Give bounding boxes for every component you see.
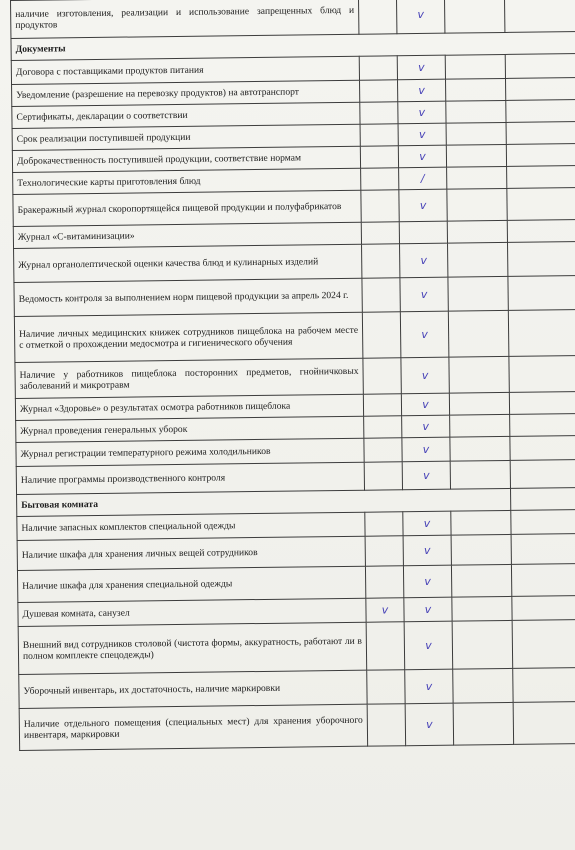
empty-cell xyxy=(511,563,575,596)
row-label: Журнал «Здоровье» о результатах осмотра работников пищеблока xyxy=(15,394,363,420)
row-label: Журнал проведения генеральных уборок xyxy=(16,416,364,442)
row-label: Наличие запасных комплектов специальной одежды xyxy=(17,512,365,540)
check-mark: v xyxy=(397,55,445,80)
empty-cell xyxy=(513,701,575,744)
empty-cell xyxy=(510,435,575,460)
empty-cell xyxy=(448,242,508,277)
row-label: наличие изготовления, реализации и использование запрещенных блюд и продуктов xyxy=(11,0,359,38)
row-label: Бракеражный журнал скоропортящейся пищевой продукции и полуфабрикатов xyxy=(13,190,361,226)
empty-cell xyxy=(507,165,575,188)
check-mark: v xyxy=(396,0,444,34)
empty-cell xyxy=(506,99,575,122)
check-mark xyxy=(360,146,398,168)
empty-cell xyxy=(506,121,575,144)
row-label: Ведомость контроля за выполнением норм пищевой продукции за апрель 2024 г. xyxy=(14,278,362,316)
empty-cell xyxy=(445,54,505,79)
empty-cell xyxy=(511,487,575,510)
empty-cell xyxy=(508,275,575,310)
empty-cell xyxy=(446,100,506,123)
empty-cell xyxy=(504,0,575,32)
check-mark xyxy=(364,462,402,490)
check-mark xyxy=(359,56,397,80)
empty-cell xyxy=(505,53,575,78)
empty-cell xyxy=(447,166,507,189)
empty-cell xyxy=(449,356,509,393)
check-mark: v xyxy=(398,123,446,146)
row-label: Наличие шкафа для хранения специальной одежды xyxy=(17,566,365,602)
table-row xyxy=(18,619,575,674)
empty-cell xyxy=(450,414,510,437)
empty-cell xyxy=(450,460,510,489)
row-label: Наличие личных медицинских книжек сотрудников пищеблока на рабочем месте с отметкой о прохождении медосмотра и гигиенического обучения xyxy=(14,312,363,362)
check-mark: v xyxy=(403,535,451,566)
empty-cell xyxy=(446,122,506,145)
check-mark xyxy=(363,394,401,416)
check-mark xyxy=(360,124,398,146)
empty-cell xyxy=(507,219,575,242)
row-label: Срок реализации поступившей продукции xyxy=(12,124,360,150)
row-label: Наличие шкафа для хранения личных вещей сотрудников xyxy=(17,536,365,570)
check-mark: v xyxy=(398,101,446,124)
check-mark: v xyxy=(404,621,453,670)
check-mark: / xyxy=(399,167,447,190)
table-row xyxy=(19,701,575,750)
row-label: Уборочный инвентарь, их достаточность, наличие маркировки xyxy=(19,670,367,708)
empty-cell xyxy=(451,510,511,535)
empty-cell xyxy=(448,310,509,357)
empty-cell xyxy=(447,220,507,243)
empty-cell xyxy=(446,144,506,167)
empty-cell xyxy=(510,413,575,436)
empty-cell xyxy=(449,392,509,415)
empty-cell xyxy=(505,77,575,100)
check-mark xyxy=(399,221,447,244)
empty-cell xyxy=(512,595,575,620)
check-mark: v xyxy=(398,79,446,102)
table-row xyxy=(14,309,575,362)
check-mark xyxy=(362,312,401,358)
row-label: Технологические карты приготовления блюд xyxy=(13,168,361,194)
check-mark: v xyxy=(405,703,454,746)
empty-cell xyxy=(509,355,575,392)
empty-cell xyxy=(513,667,575,702)
empty-cell xyxy=(451,534,511,565)
empty-cell xyxy=(450,436,510,461)
empty-cell xyxy=(512,619,575,668)
row-label: Уведомление (разрешение на перевозку продуктов) на автотранспорт xyxy=(12,80,360,106)
row-label: Журнал «С-витаминизации» xyxy=(13,222,361,248)
check-mark: v xyxy=(401,393,449,416)
row-label: Сертификаты, декларации о соответствии xyxy=(12,102,360,128)
row-label: Доброкачественность поступившей продукции, соответствие нормам xyxy=(12,146,360,172)
check-mark xyxy=(362,278,400,312)
check-mark xyxy=(367,670,405,704)
check-mark xyxy=(365,536,403,566)
empty-cell xyxy=(452,596,512,621)
check-mark xyxy=(361,222,399,244)
check-mark: v xyxy=(366,598,404,622)
check-mark xyxy=(362,244,400,278)
row-label: Журнал регистрации температурного режима холодильников xyxy=(16,438,364,466)
empty-cell xyxy=(507,187,575,220)
row-label: Договора с поставщиками продуктов питания xyxy=(11,56,359,84)
empty-cell xyxy=(453,702,514,745)
check-mark xyxy=(365,566,403,598)
check-mark xyxy=(366,622,405,670)
check-mark: v xyxy=(404,597,452,622)
empty-cell xyxy=(452,620,513,669)
check-mark: v xyxy=(403,565,451,598)
row-label: Наличие программы производственного контроля xyxy=(16,462,364,494)
empty-cell xyxy=(511,509,575,534)
check-mark xyxy=(364,438,402,462)
check-mark xyxy=(367,704,406,746)
row-label: Журнал органолептической оценки качества блюд и кулинарных изделий xyxy=(14,244,362,282)
check-mark xyxy=(361,190,399,222)
empty-cell xyxy=(451,564,511,597)
check-mark: v xyxy=(402,461,450,490)
empty-cell xyxy=(506,143,575,166)
empty-cell xyxy=(445,78,505,101)
empty-cell xyxy=(511,533,575,564)
check-mark xyxy=(365,512,403,536)
section-heading: Документы xyxy=(11,31,575,60)
row-label: Душевая комната, санузел xyxy=(18,598,366,626)
check-mark: v xyxy=(400,311,449,358)
empty-cell xyxy=(447,188,507,221)
check-mark xyxy=(358,0,396,34)
section-heading: Бытовая комната xyxy=(17,488,511,516)
check-mark: v xyxy=(400,243,448,278)
empty-cell xyxy=(509,391,575,414)
empty-cell xyxy=(507,241,575,276)
check-mark: v xyxy=(399,189,447,222)
check-mark: v xyxy=(405,669,453,704)
check-mark xyxy=(360,102,398,124)
empty-cell xyxy=(453,668,513,703)
row-label: Наличие отдельного помещения (специальных мест) для хранения уборочного инвентаря, маркировки xyxy=(19,704,367,750)
empty-cell xyxy=(444,0,504,33)
empty-cell xyxy=(448,276,508,311)
check-mark xyxy=(361,168,399,190)
check-mark: v xyxy=(402,437,450,462)
check-mark: v xyxy=(401,357,449,394)
check-mark: v xyxy=(402,415,450,438)
empty-cell xyxy=(510,459,575,488)
inspection-checklist-table xyxy=(10,0,575,751)
check-mark xyxy=(363,358,401,394)
check-mark: v xyxy=(398,145,446,168)
row-label: Внешний вид сотрудников столовой (чистота формы, аккуратность, работают ли в полном комплекте спецодежды) xyxy=(18,622,367,674)
check-mark xyxy=(360,80,398,102)
check-mark: v xyxy=(400,277,448,312)
row-label: Наличие у работников пищеблока посторонних предметов, гнойничковых заболеваний и микротравм xyxy=(15,358,363,398)
check-mark: v xyxy=(403,511,451,536)
check-mark xyxy=(364,416,402,438)
empty-cell xyxy=(508,309,575,356)
